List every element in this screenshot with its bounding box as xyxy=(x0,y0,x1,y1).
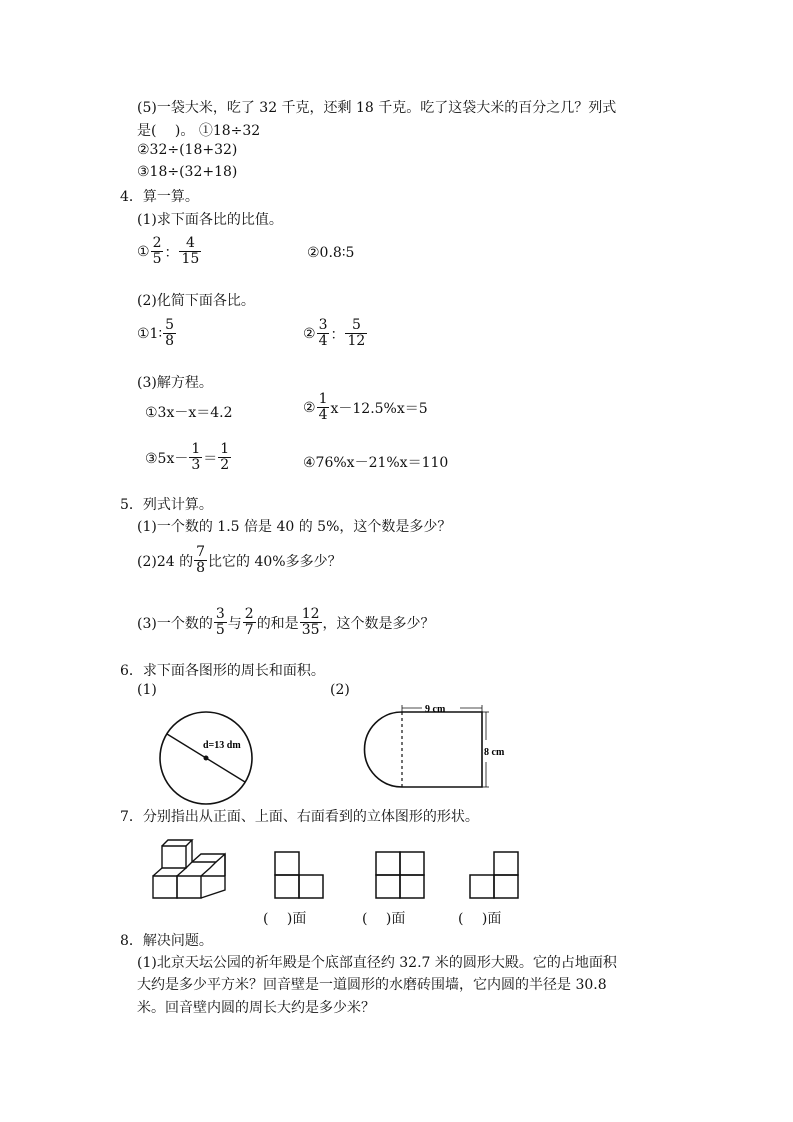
equation-2 xyxy=(303,392,428,424)
diameter-label: d=13 dm xyxy=(203,740,241,751)
text: 比它的 40%多多少？ xyxy=(208,553,342,570)
q5-part3 xyxy=(137,607,435,639)
fraction: $\frac{5}{12}$ xyxy=(347,317,366,350)
fraction: $\frac{3}{5}$ xyxy=(215,606,225,639)
q6-title: 6．求下面各图形的周长和面积。 xyxy=(120,663,325,679)
q4-part2: (2)化简下面各比。 xyxy=(137,293,255,309)
fraction: $\frac{4}{15}$ xyxy=(181,235,200,268)
colon: ： xyxy=(164,244,179,261)
colon: ： xyxy=(330,326,345,343)
fraction: $\frac{5}{8}$ xyxy=(165,317,175,350)
circle-figure xyxy=(150,705,270,815)
q4-part3: (3)解方程。 xyxy=(137,375,213,391)
q4-part1: (1)求下面各比的比值。 xyxy=(137,212,283,228)
q3-5-line3: ②32÷(18+32) xyxy=(137,142,238,158)
fraction: $\frac{12}{35}$ xyxy=(301,606,320,639)
view-answer-blank-1[interactable]: ( )面 xyxy=(263,911,307,927)
fraction: $\frac{7}{8}$ xyxy=(196,544,206,577)
item-index: ① xyxy=(137,243,150,260)
width-label: 9 cm xyxy=(425,704,446,715)
text: 的和是 xyxy=(256,615,299,632)
q8-line2: 大约是多少平方米？回音壁是一道圆形的水磨砖围墙，它内圆的半径是 30.8 xyxy=(137,977,607,993)
figure-2-label: (2) xyxy=(330,682,350,698)
equation-rest: x－12.5%x＝5 xyxy=(330,400,428,417)
fraction: $\frac{1}{3}$ xyxy=(191,441,201,474)
q4-simplify-a xyxy=(137,318,177,350)
fraction: $\frac{2}{7}$ xyxy=(244,606,254,639)
center-dot xyxy=(204,756,209,761)
view-answer-blank-3[interactable]: ( )面 xyxy=(458,911,502,927)
item-index: ② xyxy=(303,325,316,342)
q4-simplify-b xyxy=(303,318,368,350)
equation-4: ④76%x－21%x＝110 xyxy=(303,455,449,471)
height-label: 8 cm xyxy=(484,747,505,758)
equals-sign: ＝ xyxy=(203,450,218,467)
q3-5-line1: (5)一袋大米，吃了 32 千克，还剩 18 千克。吃了这袋大米的百分之几？列式 xyxy=(137,100,617,116)
front-view-shape xyxy=(273,851,327,901)
item-index: ② xyxy=(303,399,316,416)
fraction: $\frac{3}{4}$ xyxy=(318,317,328,350)
cube-stack-figure xyxy=(150,834,230,904)
equation-3 xyxy=(145,442,232,474)
fraction: $\frac{2}{5}$ xyxy=(152,235,162,268)
top-view-shape xyxy=(374,851,428,901)
right-view-shape xyxy=(468,851,526,901)
ratio-prefix: ①1∶ xyxy=(137,325,163,342)
text: (2)24 的 xyxy=(137,553,194,570)
q4-ratio-b: ②0.8∶5 xyxy=(307,245,355,261)
q4-title: 4．算一算。 xyxy=(120,189,199,205)
q5-part1: (1)一个数的 1.5 倍是 40 的 5%，这个数是多少？ xyxy=(137,519,452,535)
fraction: $\frac{1}{4}$ xyxy=(318,391,328,424)
view-answer-blank-2[interactable]: ( )面 xyxy=(362,911,406,927)
q3-5-line4: ③18÷(32+18) xyxy=(137,164,238,180)
q7-title: 7．分别指出从正面、上面、右面看到的立体图形的形状。 xyxy=(120,809,479,825)
equation-prefix: ③5x－ xyxy=(145,450,189,467)
q8-title: 8．解决问题。 xyxy=(120,933,213,949)
q8-line3: 米。回音壁内圆的周长大约是多少米？ xyxy=(137,1000,375,1016)
figure-1-label: (1) xyxy=(137,682,157,698)
shape-outline xyxy=(365,712,483,787)
q5-part2 xyxy=(137,545,342,577)
fraction: $\frac{1}{2}$ xyxy=(220,441,230,474)
q5-title: 5．列式计算。 xyxy=(120,497,213,513)
text: ，这个数是多少？ xyxy=(322,615,435,632)
semicircle-rect-figure xyxy=(355,700,525,800)
text: 与 xyxy=(227,615,242,632)
text: (3)一个数的 xyxy=(137,615,213,632)
q4-ratio-a xyxy=(137,236,202,268)
q3-5-line2: 是( )。 ①18÷32 xyxy=(137,123,261,139)
equation-1: ①3x－x＝4.2 xyxy=(145,405,233,421)
q8-line1: (1)北京天坛公园的祈年殿是个底部直径约 32.7 米的圆形大殿。它的占地面积 xyxy=(137,955,617,971)
